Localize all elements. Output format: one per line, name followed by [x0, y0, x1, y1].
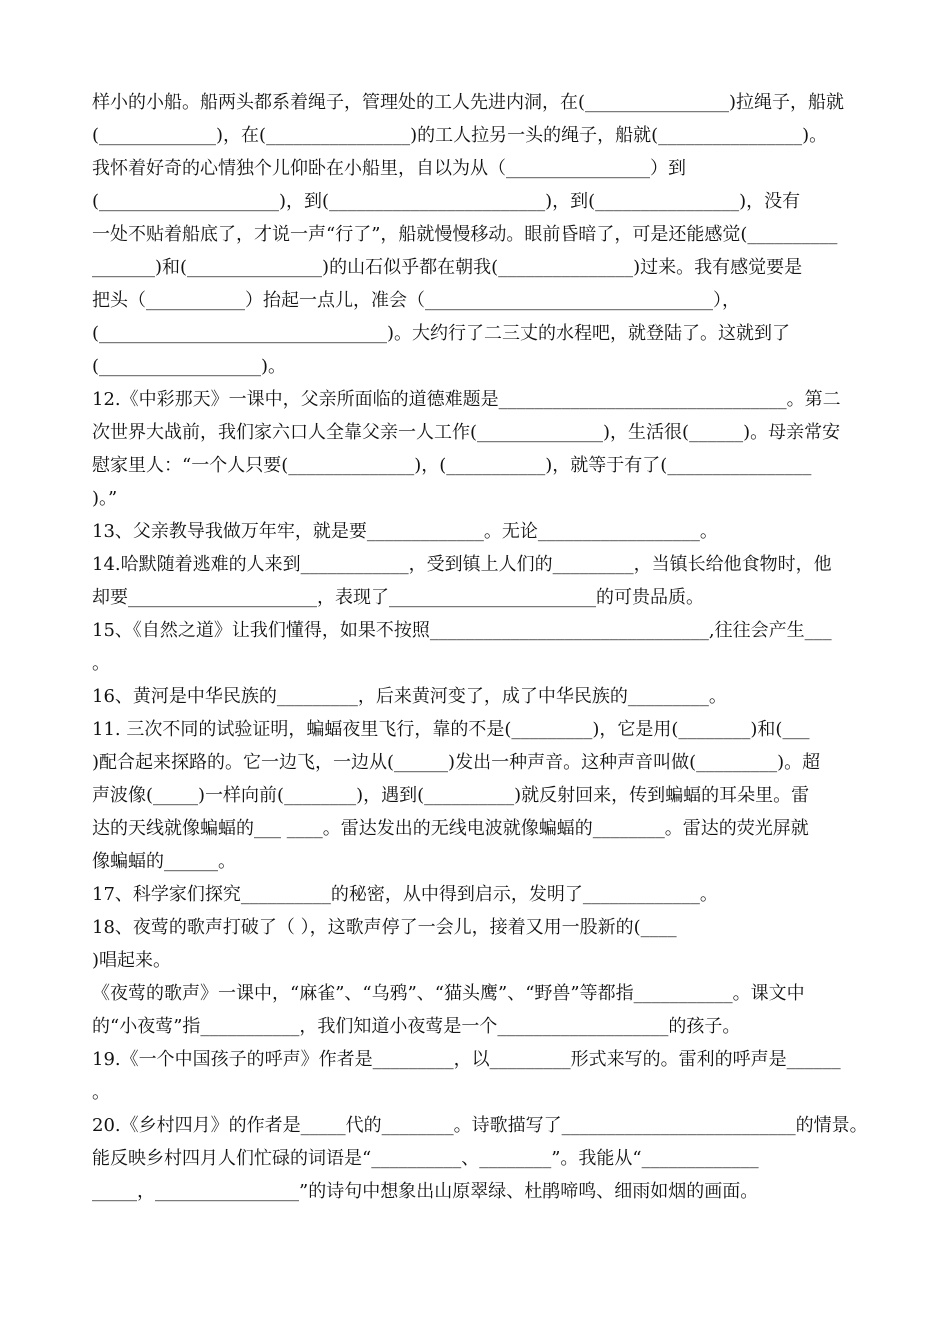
question-19: 19.《一个中国孩子的呼声》作者是_________，以_________形式来写的。雷利的呼声是______ — [92, 1049, 841, 1070]
text-line: 能反映乡村四月人们忙碌的词语是“__________、________”。我能从“_____________ — [92, 1148, 759, 1169]
text-line: 声波像(_____)一样向前(________)，遇到(__________)就反射回来，传到蝙蝠的耳朵里。雷 — [92, 785, 810, 806]
question-17: 17、科学家们探究__________的秘密，从中得到启示，发明了_____________。 — [92, 884, 718, 905]
question-12: 12.《中彩那天》一课中，父亲所面临的道德难题是________________________________。第二 — [92, 389, 841, 410]
text-line: 次世界大战前，我们家六口人全靠父亲一人工作(______________)，生活很(______)。母亲常安 — [92, 422, 841, 443]
text-line: 达的天线就像蝙蝠的___ ____。雷达发出的无线电波就像蝙蝠的________。雷达的荧光屏就 — [92, 818, 809, 839]
question-11: 11. 三次不同的试验证明，蝙蝠夜里飞行，靠的不是(_________)，它是用(________)和(___ — [92, 719, 810, 740]
question-16: 16、黄河是中华民族的_________，后来黄河变了，成了中华民族的_________。 — [92, 686, 727, 707]
text-line: (_____________)，在(________________)的工人拉另一头的绳子，船就(________________)。 — [92, 125, 828, 146]
question-15: 15、《自然之道》让我们懂得，如果不按照_______________________________,往往会产生___ — [92, 620, 832, 641]
text-line: 却要_____________________，表现了_______________________的可贵品质。 — [92, 587, 704, 608]
text-line: 《夜莺的歌声》一课中，“麻雀”、“乌鸦”、“猫头鹰”、“野兽”等都指___________。课文中 — [92, 983, 805, 1004]
text-line: _______)和(_______________)的山石似乎都在朝我(_______________)过来。我有感觉要是 — [92, 257, 803, 278]
text-line: 。 — [92, 653, 110, 674]
text-line: (____________________)，到(________________________)，到(________________)，没有 — [92, 191, 801, 212]
text-line: 我怀着好奇的心情独个儿仰卧在小船里，自以为从（________________）到 — [92, 158, 686, 179]
text-line: )。” — [92, 488, 118, 509]
text-line: 一处不贴着船底了，才说一声“行了”，船就慢慢移动。眼前昏暗了，可是还能感觉(__________ — [92, 224, 838, 245]
text-line: 把头（___________）抬起一点儿，准会（________________________________）， — [92, 290, 740, 311]
question-13: 13、父亲教导我做万年牢，就是要_____________。无论__________________。 — [92, 521, 718, 542]
text-line: _____，________________”的诗句中想象出山原翠绿、杜鹃啼鸣、细雨如烟的画面。 — [92, 1181, 759, 1202]
question-20: 20.《乡村四月》的作者是_____代的________。诗歌描写了__________________________的情景。 — [92, 1115, 868, 1136]
text-line: 像蝙蝠的______。 — [92, 851, 236, 872]
text-line: 。 — [92, 1082, 110, 1103]
text-line: 慰家里人：“一个人只要(______________)，(___________)，就等于有了(________________ — [92, 455, 812, 476]
text-line: )配合起来探路的。它一边飞，一边从(______)发出一种声音。这种声音叫做(_________)。超 — [92, 752, 821, 773]
text-line: 的“小夜莺”指___________，我们知道小夜莺是一个___________________的孩子。 — [92, 1016, 741, 1037]
text-line: )唱起来。 — [92, 950, 172, 971]
question-18: 18、夜莺的歌声打破了（ ），这歌声停了一会儿，接着又用一股新的(____ — [92, 917, 677, 938]
text-line: 样小的小船。船两头都系着绳子，管理处的工人先进内洞，在(________________)拉绳子，船就 — [92, 92, 845, 113]
text-line: (__________________)。 — [92, 356, 287, 377]
text-line: (________________________________)。大约行了二三丈的水程吧，就登陆了。这就到了 — [92, 323, 791, 344]
question-14: 14.哈默随着逃难的人来到____________，受到镇上人们的_________，当镇长给他食物时，他 — [92, 554, 832, 575]
